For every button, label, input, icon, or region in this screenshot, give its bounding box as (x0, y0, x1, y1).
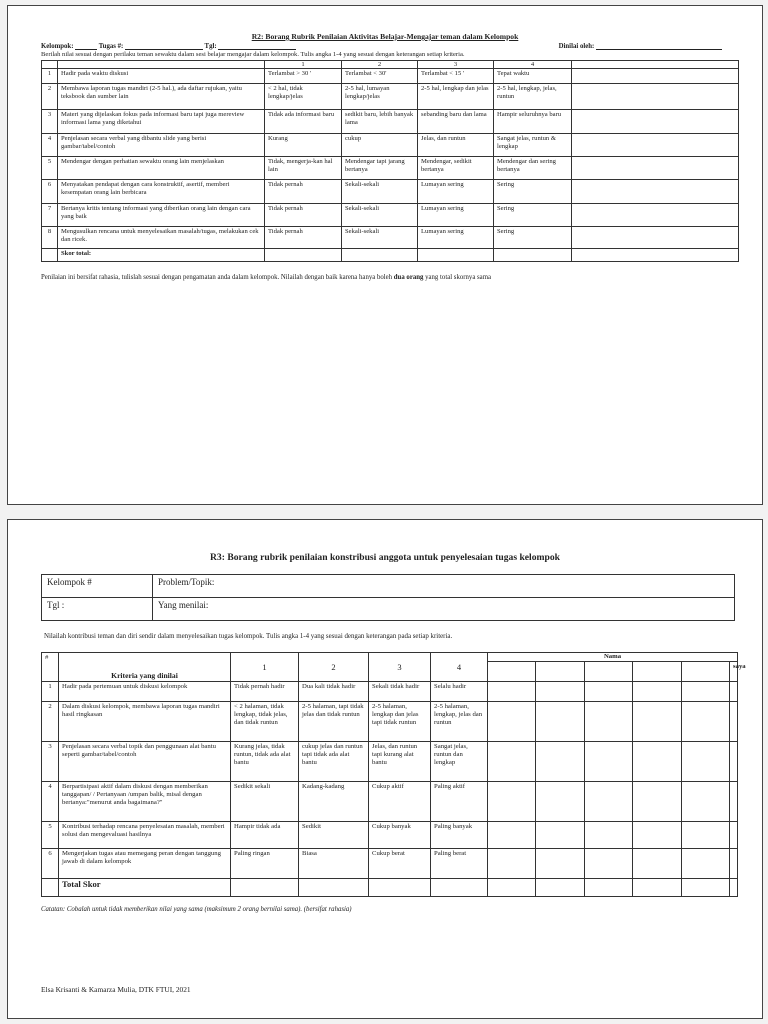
level-1-cell: Kurang (265, 134, 342, 157)
score-cell[interactable] (536, 849, 585, 879)
table-row (42, 110, 739, 134)
level-2-cell: Sedikit (299, 822, 369, 849)
level-3-cell: 2-5 hal, lengkap dan jelas (418, 84, 494, 110)
total-label: Total Skor (59, 879, 231, 897)
header-cell: 2 (342, 61, 418, 69)
tgl-field-label: Tgl : (42, 598, 153, 621)
score-cell[interactable] (730, 782, 738, 822)
row-number: 7 (42, 204, 58, 227)
score-cell[interactable] (572, 227, 739, 249)
note-bold: dua orang (393, 274, 424, 281)
total-row (42, 879, 738, 897)
table-row (42, 84, 739, 110)
row-number: 6 (42, 180, 58, 204)
criteria-cell: Hadir pada waktu diskusi (58, 69, 265, 84)
level-4-cell: Mendengar dan sering bertanya (494, 157, 572, 180)
blank-cell (231, 879, 299, 897)
kelompok-label: Kelompok: (41, 43, 74, 50)
level-2-cell: cukup (342, 134, 418, 157)
row-number: 5 (42, 157, 58, 180)
level-2-cell: 2-5 halaman, tapi tidak jelas dan tidak runtun (299, 702, 369, 742)
blank-cell (342, 249, 418, 262)
score-cell[interactable] (682, 782, 730, 822)
level-2-cell: Sekali-sekali (342, 180, 418, 204)
level-3-cell: Lumayan sering (418, 180, 494, 204)
note-text-end: yang total skornya sama (423, 274, 491, 281)
level-3-cell: 2-5 halaman, lengkap dan jelas tapi tidak runtun (369, 702, 431, 742)
row-number: 4 (42, 782, 59, 822)
level-3-cell: Cukup banyak (369, 822, 431, 849)
r2-note (41, 274, 491, 281)
level-1-cell: < 2 hal, tidak lengkap/jelas (265, 84, 342, 110)
level-4-cell: Sering (494, 204, 572, 227)
score-cell[interactable] (585, 682, 633, 702)
score-cell[interactable] (585, 742, 633, 782)
problem-field[interactable]: Problem/Topik: (153, 575, 735, 598)
score-cell[interactable] (633, 742, 682, 782)
level-3-cell: Jelas, dan runtun (418, 134, 494, 157)
blank-cell (494, 249, 572, 262)
level-1-cell: Hampir tidak ada (231, 822, 299, 849)
r2-title: R2: Borang Rubrik Penilaian Aktivitas Belajar-Mengajar teman dalam Kelompok (251, 32, 519, 41)
level-2-cell: Sekali-sekali (342, 227, 418, 249)
r3-header-row (42, 653, 738, 662)
level-1-cell: Sedikit sekali (231, 782, 299, 822)
level-2-cell: Kadang-kadang (299, 782, 369, 822)
score-cell[interactable] (572, 61, 739, 69)
blank-cell (418, 249, 494, 262)
table-row (42, 702, 738, 742)
table-row (42, 822, 738, 849)
criteria-cell: Kontribusi terhadap rencana penyelesaian masalah, memberi solusi dan mengevaluasi hasilnya (59, 822, 231, 849)
score-cell[interactable] (682, 742, 730, 782)
level-3-cell: Mendengar, sedikit bertanya (418, 157, 494, 180)
row-number: 2 (42, 84, 58, 110)
score-cell[interactable] (633, 702, 682, 742)
level-4-cell: 2-5 hal, lengkap, jelas, runtun (494, 84, 572, 110)
total-score-cell[interactable] (730, 879, 738, 897)
row-number: 3 (42, 110, 58, 134)
criteria-cell: Penjelasan secara verbal topik dan penggunaan alat bantu seperti gambar/tabel/contoh (59, 742, 231, 782)
table-row (42, 227, 739, 249)
criteria-cell: Dalam diskusi kelompok, membawa laporan tugas mandiri hasil ringkasan (59, 702, 231, 742)
tgl-label: Tgl: (204, 43, 217, 50)
row-number: 5 (42, 822, 59, 849)
r2-rubric-table (41, 60, 739, 262)
score-cell[interactable] (730, 742, 738, 782)
score-cell[interactable] (572, 180, 739, 204)
level-3-cell: Jelas, dan runtun tapi kurang alat bantu (369, 742, 431, 782)
table-row (42, 180, 739, 204)
criteria-cell: Menyatakan pendapat dengan cara konstruktif, asertif, memberi kesempatan orang lain berbicara (58, 180, 265, 204)
score-cell[interactable] (488, 849, 536, 879)
r3-title: R3: Borang rubrik penilaian konstribusi anggota untuk penyelesaian tugas kelompok (210, 552, 560, 563)
score-cell[interactable] (536, 702, 585, 742)
score-cell[interactable] (682, 822, 730, 849)
score-cell[interactable] (730, 849, 738, 879)
level-3-cell: Terlambat < 15 ' (418, 69, 494, 84)
score-cell[interactable] (536, 742, 585, 782)
score-cell[interactable] (572, 157, 739, 180)
table-row (42, 782, 738, 822)
score-cell[interactable] (488, 822, 536, 849)
penilai-field[interactable]: Yang menilai: (153, 598, 735, 621)
table-row (42, 134, 739, 157)
score-cell[interactable] (682, 702, 730, 742)
score-cell[interactable] (585, 849, 633, 879)
page-r3 (7, 519, 763, 1019)
row-number: 4 (42, 134, 58, 157)
score-cell[interactable] (730, 822, 738, 849)
row-number: 6 (42, 849, 59, 879)
row-number: 1 (42, 682, 59, 702)
member-name-cell[interactable] (682, 662, 730, 682)
total-score-cell[interactable] (682, 879, 730, 897)
dinilai-line[interactable] (596, 42, 722, 50)
hash-header: # (42, 653, 59, 682)
score-cell[interactable] (585, 822, 633, 849)
level-2-cell: cukup jelas dan runtun tapi tidak ada alat bantu (299, 742, 369, 782)
tugas-label: Tugas #: (98, 43, 124, 50)
score-cell[interactable] (682, 682, 730, 702)
level-4-cell: Hampir seluruhnya baru (494, 110, 572, 134)
criteria-cell: Berpartisipasi aktif dalam diskusi dengan memberikan tanggapan/ / Pertanyaan /umpan balik, misal dengan bertanya:"menurut anda bagaimana?" (59, 782, 231, 822)
score-cell[interactable] (572, 110, 739, 134)
criteria-cell: Hadir pada pertemuan untuk diskusi kelompok (59, 682, 231, 702)
blank-cell (431, 879, 488, 897)
score-cell[interactable] (488, 702, 536, 742)
header-cell (42, 61, 58, 69)
total-label: Skor total: (58, 249, 265, 262)
table-row (42, 742, 738, 782)
kelompok-field-label: Kelompok # (42, 575, 153, 598)
level-1-header: 1 (231, 653, 299, 682)
table-row (42, 849, 738, 879)
level-1-cell: Kurang jelas, tidak runtun, tidak ada alat bantu (231, 742, 299, 782)
score-cell[interactable] (572, 69, 739, 84)
criteria-cell: Bertanya kritis tentang informasi yang diberikan orang lain dengan cara yang baik (58, 204, 265, 227)
level-2-cell: Terlambat < 30' (342, 69, 418, 84)
header-cell: 4 (494, 61, 572, 69)
level-2-header: 2 (299, 653, 369, 682)
level-1-cell: Tidak ada informasi baru (265, 110, 342, 134)
row-number: 3 (42, 742, 59, 782)
criteria-cell: Penjelasan secara verbal yang dibantu slide yang berisi gambar/tabel/contoh (58, 134, 265, 157)
saya-header: saya (730, 662, 738, 682)
r3-info-table (41, 574, 735, 621)
level-1-cell: Tidak pernah (265, 204, 342, 227)
level-3-cell: Cukup aktif (369, 782, 431, 822)
level-2-cell: Mendengar tapi jarang bertanya (342, 157, 418, 180)
total-score-cell[interactable] (536, 879, 585, 897)
member-name-cell[interactable] (633, 662, 682, 682)
level-2-cell: Dua kali tidak hadir (299, 682, 369, 702)
score-cell[interactable] (585, 782, 633, 822)
r3-rubric-table (41, 652, 746, 897)
score-cell[interactable] (488, 742, 536, 782)
level-1-cell: < 2 halaman, tidak lengkap, tidak jelas, dan tidak runtun (231, 702, 299, 742)
header-cell (58, 61, 265, 69)
level-1-cell: Tidak pernah (265, 227, 342, 249)
level-1-cell: Tidak, mengerja-kan hal lain (265, 157, 342, 180)
score-cell[interactable] (572, 84, 739, 110)
total-row (42, 249, 739, 262)
level-2-cell: 2-5 hal, lumayan lengkap/jelas (342, 84, 418, 110)
level-3-cell: Lumayan sering (418, 204, 494, 227)
score-cell[interactable] (633, 682, 682, 702)
criteria-cell: Mengusulkan rencana untuk menyelesaikan masalah/tugas, melakukan cek dan ricek. (58, 227, 265, 249)
table-row (42, 204, 739, 227)
blank-cell (299, 879, 369, 897)
total-score-cell[interactable] (488, 879, 536, 897)
header-cell: 3 (418, 61, 494, 69)
member-name-cell[interactable] (536, 662, 585, 682)
dinilai-label: Dinilai oleh: (558, 43, 595, 50)
score-cell[interactable] (682, 849, 730, 879)
row-number: 2 (42, 702, 59, 742)
score-cell[interactable] (730, 682, 738, 702)
level-2-cell: sedikit baru, lebih banyak lama (342, 110, 418, 134)
kelompok-line[interactable] (75, 42, 97, 50)
score-cell[interactable] (536, 682, 585, 702)
r2-header-row (42, 61, 739, 69)
table-row (42, 157, 739, 180)
total-score-cell[interactable] (633, 879, 682, 897)
r2-instruction: Berilah nilai sesuai dengan perilaku teman sewaktu dalam sesi belajar mengajar dalam kelompok. Tulis angka 1-4 yang sesuai dengan keterangan setiap kriteria. (41, 51, 465, 58)
row-number: 8 (42, 227, 58, 249)
tgl-line[interactable] (218, 42, 296, 50)
score-cell[interactable] (633, 782, 682, 822)
level-1-cell: Paling ringan (231, 849, 299, 879)
score-cell[interactable] (572, 134, 739, 157)
blank-cell (369, 879, 431, 897)
row-number: 1 (42, 69, 58, 84)
level-4-header: 4 (431, 653, 488, 682)
table-row (42, 69, 739, 84)
criteria-cell: Membawa laporan tugas mandiri (2-5 hal.), ada daftar rujukan, yaitu teksbook dan sumber lain (58, 84, 265, 110)
level-4-cell: Tepat waktu (494, 69, 572, 84)
score-cell[interactable] (585, 702, 633, 742)
footer-credit: Elsa Krisanti & Kamarza Mulia, DTK FTUI, 2021 (41, 985, 191, 994)
level-3-cell: Sekali tidak hadir (369, 682, 431, 702)
score-cell[interactable] (730, 702, 738, 742)
criteria-header: Kriteria yang dinilai (59, 653, 231, 682)
level-1-cell: Tidak pernah (265, 180, 342, 204)
score-cell[interactable] (633, 822, 682, 849)
member-name-cell[interactable] (585, 662, 633, 682)
header-cell: 1 (265, 61, 342, 69)
nama-header: Nama (488, 653, 738, 662)
level-1-cell: Tidak pernah hadir (231, 682, 299, 702)
total-score-cell[interactable] (585, 879, 633, 897)
level-4-cell: Selalu hadir (431, 682, 488, 702)
level-3-cell: sebanding baru dan lama (418, 110, 494, 134)
table-row (42, 682, 738, 702)
blank-cell (42, 249, 58, 262)
criteria-cell: Materi yang dijelaskan fokus pada informasi baru tapi juga mereview informasi lama yang diketahui (58, 110, 265, 134)
level-4-cell: Sering (494, 180, 572, 204)
r2-meta (41, 42, 722, 50)
score-cell[interactable] (536, 782, 585, 822)
level-3-cell: Cukup berat (369, 849, 431, 879)
r3-note: Catatan: Cobalah untuk tidak memberikan nilai yang sama (maksimum 2 orang bernilai sama). (bersifat rahasia) (41, 906, 352, 913)
level-4-cell: Paling aktif (431, 782, 488, 822)
member-name-cell[interactable] (488, 662, 536, 682)
score-cell[interactable] (633, 849, 682, 879)
score-cell[interactable] (488, 782, 536, 822)
total-score-cell[interactable] (572, 249, 739, 262)
level-2-cell: Sekali-sekali (342, 204, 418, 227)
level-1-cell: Terlambat > 30 ' (265, 69, 342, 84)
criteria-cell: Mengerjakan tugas atau memegang peran dengan tanggung jawab di dalam kelompok (59, 849, 231, 879)
score-cell[interactable] (572, 204, 739, 227)
score-cell[interactable] (488, 682, 536, 702)
level-4-cell: Sangat jelas, runtun dan lengkap (431, 742, 488, 782)
criteria-cell: Mendengar dengan perhatian sewaktu orang lain menjelaskan (58, 157, 265, 180)
level-4-cell: 2-5 halaman, lengkap, jelas dan runtun (431, 702, 488, 742)
blank-cell (265, 249, 342, 262)
level-4-cell: Sering (494, 227, 572, 249)
level-3-cell: Lumayan sering (418, 227, 494, 249)
blank-cell (42, 879, 59, 897)
page-r2 (7, 5, 763, 505)
level-4-cell: Paling banyak (431, 822, 488, 849)
level-4-cell: Paling berat (431, 849, 488, 879)
level-4-cell: Sangat jelas, runtun & lengkap (494, 134, 572, 157)
note-text: Penilaian ini bersifat rahasia, tulislah sesuai dengan pengamatan anda dalam kelompok. Nilailah dengan baik karena hanya boleh (41, 274, 394, 281)
tugas-line[interactable] (125, 42, 203, 50)
r3-instruction: Nilailah kontribusi teman dan diri sendir dalam menyelesaikan tugas kelompok. Tulis angka 1-4 yang sesuai dengan keterangan pada setiap kriteria. (44, 633, 453, 640)
level-2-cell: Biasa (299, 849, 369, 879)
level-3-header: 3 (369, 653, 431, 682)
score-cell[interactable] (536, 822, 585, 849)
